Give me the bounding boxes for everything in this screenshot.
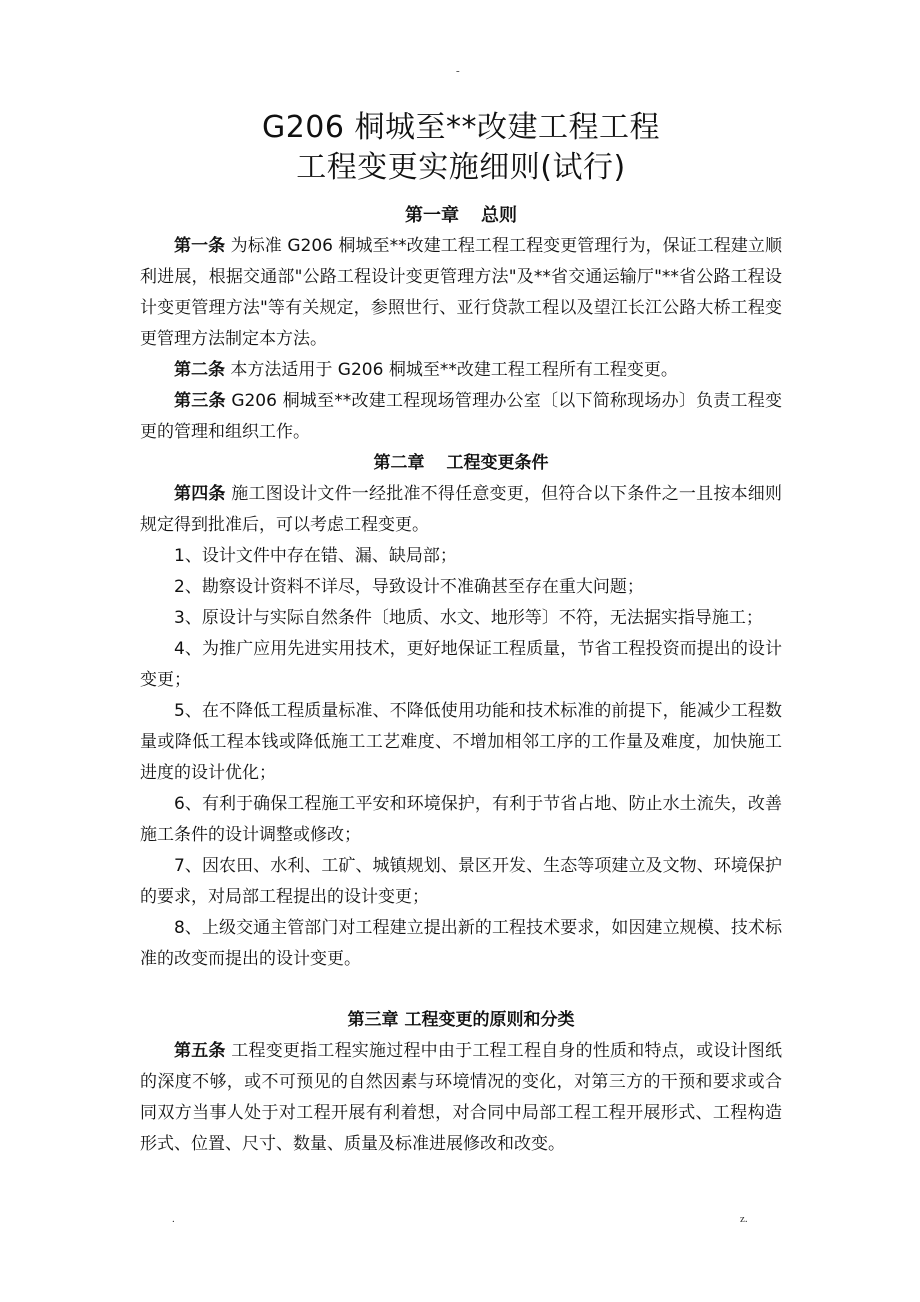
article-4	[140, 479, 782, 541]
article-5-text: 工程变更指工程实施过程中由于工程工程自身的性质和特点，或设计图纸的深度不够，或不可预见的自然因素与环境情况的变化，对第三方的干预和要求或合同双方当事人处于对工程开展有利着想，对合同中局部工程工程开展形式、工程构造形式、位置、尺寸、数量、质量及标准进展修改和改变。	[140, 1041, 783, 1154]
list-item: 1、设计文件中存在错、漏、缺局部；	[174, 546, 457, 566]
chapter-3-heading	[140, 1005, 782, 1036]
article-5	[140, 1036, 782, 1160]
article-2	[140, 355, 782, 386]
footer-mark-left: .	[172, 1213, 175, 1225]
article-1-label: 第一条	[174, 236, 226, 256]
article-4-text: 施工图设计文件一经批准不得任意变更，但符合以下条件之一且按本细则规定得到批准后，可以考虑工程变更。	[140, 484, 783, 535]
list-item: 4、为推广应用先进实用技术，更好地保证工程质量，节省工程投资而提出的设计变更；	[140, 639, 782, 690]
list-item: 5、在不降低工程质量标准、不降低使用功能和技术标准的前提下，能减少工程数量或降低工程本钱或降低施工工艺难度、不增加相邻工序的工作量及难度，加快施工进度的设计优化；	[140, 701, 782, 783]
article-1	[140, 231, 782, 355]
article-3-label: 第三条	[174, 391, 226, 411]
chapter-2-name: 工程变更条件	[446, 453, 549, 473]
list-item: 3、原设计与实际自然条件〔地质、水文、地形等〕不符，无法据实指导施工；	[174, 608, 763, 628]
document-title	[140, 108, 782, 188]
chapter-1-name: 总则	[481, 205, 517, 226]
list-item: 6、有利于确保工程施工平安和环境保护，有利于节省占地、防止水土流失，改善施工条件的设计调整或修改；	[140, 794, 782, 845]
title-line-1: G206 桐城至**改建工程工程	[261, 110, 661, 145]
article-4-label: 第四条	[174, 484, 226, 504]
document-body	[140, 108, 782, 1160]
chapter-2-heading	[140, 448, 782, 479]
list-item: 2、勘察设计资料不详尽，导致设计不准确甚至存在重大问题；	[174, 577, 644, 597]
list-item: 8、上级交通主管部门对工程建立提出新的工程技术要求，如因建立规模、技术标准的改变而提出的设计变更。	[140, 918, 782, 969]
article-3	[140, 386, 782, 448]
header-mark: -	[456, 65, 460, 77]
list-item: 7、因农田、水利、工矿、城镇规划、景区开发、生态等项建立及文物、环境保护的要求，对局部工程提出的设计变更；	[140, 856, 782, 907]
chapter-3-number: 第三章	[347, 1010, 399, 1030]
chapter-2-number: 第二章	[373, 453, 425, 473]
article-2-text: 本方法适用于 G206 桐城至**改建工程工程所有工程变更。	[225, 360, 678, 380]
title-line-2: 工程变更实施细则(试行)	[296, 150, 626, 185]
article-1-text: 为标准 G206 桐城至**改建工程工程工程变更管理行为，保证工程建立顺利进展，根据交通部"公路工程设计变更管理方法"及**省交通运输厅"**省公路工程设计变更管理方法"等有关规定，参照世行、亚行贷款工程以及望江长江公路大桥工程变更管理方法制定本方法。	[140, 236, 783, 349]
footer-mark-right: z.	[740, 1213, 748, 1225]
chapter-1-heading	[140, 200, 782, 231]
article-2-label: 第二条	[174, 360, 225, 380]
article-3-text: G206 桐城至**改建工程现场管理办公室〔以下简称现场办〕负责工程变更的管理和组织工作。	[140, 391, 782, 442]
chapter-3-name: 工程变更的原则和分类	[404, 1010, 575, 1030]
chapter-1-number: 第一章	[405, 205, 459, 226]
article-5-label: 第五条	[174, 1041, 226, 1061]
